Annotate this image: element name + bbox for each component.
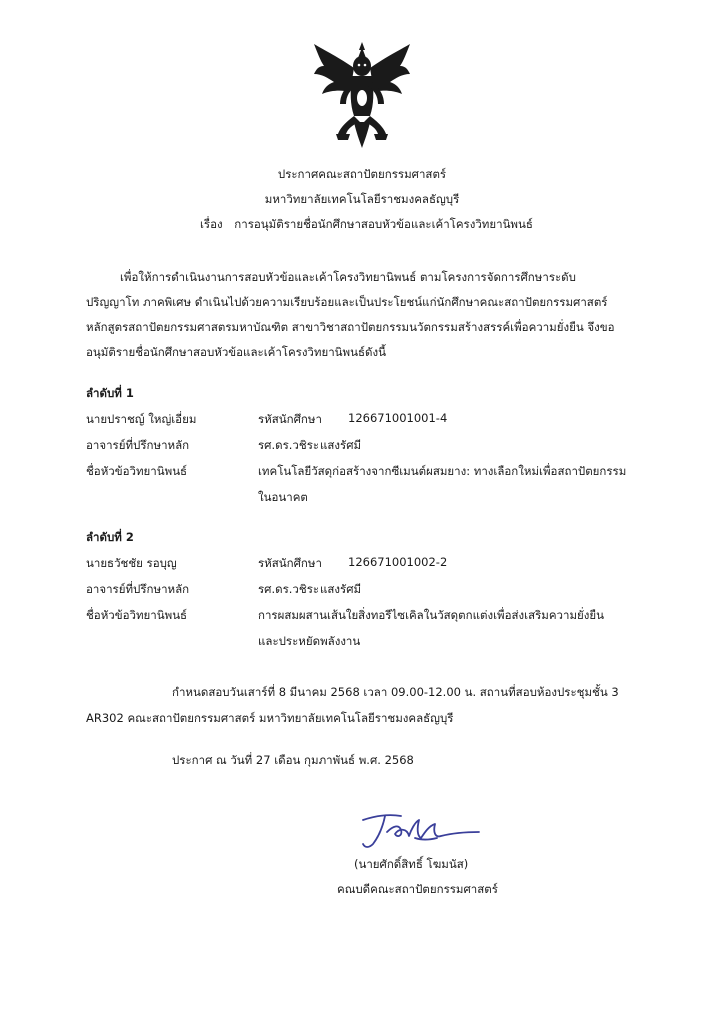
university-name: มหาวิทยาลัยเทคโนโลยีราชมงคลธัญบุรี xyxy=(264,192,460,206)
entry-1-thesis-title-line-2: ในอนาคต xyxy=(258,490,308,504)
entry-1-advisor-title: รศ.ดร.วชิระ xyxy=(258,438,320,452)
announcement-date: ประกาศ ณ วันที่ 27 เดือน กุมภาพันธ์ พ.ศ. 2568 xyxy=(172,753,414,767)
entry-1-advisor-label: อาจารย์ที่ปรึกษาหลัก xyxy=(86,438,190,452)
entry-2-thesis-label: ชื่อหัวข้อวิทยานิพนธ์ xyxy=(86,608,188,622)
entry-1-advisor-surname: แสงรัศมี xyxy=(320,438,362,452)
entry-2-thesis-title-line-2: และประหยัดพลังงาน xyxy=(258,634,361,648)
entry-1-heading: ลำดับที่ 1 xyxy=(86,386,134,400)
entry-1-student-name: นายปราชญ์ ใหญ่เอี่ยม xyxy=(86,412,197,426)
entry-1-thesis-title-line-1: เทคโนโลยีวัสดุก่อสร้างจากซีเมนต์ผสมยาง: ทางเลือกใหม่เพื่อสถาปัตยกรรม xyxy=(258,464,627,478)
entry-2-thesis-title-line-1: การผสมผสานเส้นใยสิ่งทอรีไซเคิลในวัสดุตกแต่งเพื่อส่งเสริมความยั่งยืน xyxy=(258,608,604,622)
garuda-emblem-icon xyxy=(310,38,414,150)
intro-line-2: ปริญญาโท ภาคพิเศษ ดำเนินไปด้วยความเรียบร้อยและเป็นประโยชน์แก่นักศึกษาคณะสถาปัตยกรรมศาสตร์ xyxy=(86,295,608,309)
entry-2-heading: ลำดับที่ 2 xyxy=(86,530,134,544)
intro-line-3: หลักสูตรสถาปัตยกรรมศาสตรมหาบัณฑิต สาขาวิชาสถาปัตยกรรมนวัตกรรมสร้างสรรค์เพื่อความยั่งยืน จึงขอ xyxy=(86,320,615,334)
entry-1-student-id-label: รหัสนักศึกษา xyxy=(258,412,322,426)
entry-2-advisor-surname: แสงรัศมี xyxy=(320,582,362,596)
entry-2-student-name: นายธวัชชัย รอบุญ xyxy=(86,556,177,570)
exam-schedule-line-2: AR302 คณะสถาปัตยกรรมศาสตร์ มหาวิทยาลัยเทคโนโลยีราชมงคลธัญบุรี xyxy=(86,711,454,725)
document-heading: ประกาศคณะสถาปัตยกรรมศาสตร์ xyxy=(277,167,447,181)
subject-line xyxy=(200,216,533,234)
exam-schedule-line-1: กำหนดสอบวันเสาร์ที่ 8 มีนาคม 2568 เวลา 09.00-12.00 น. สถานที่สอบห้องประชุมชั้น 3 xyxy=(172,685,619,699)
intro-line-1: เพื่อให้การดำเนินงานการสอบหัวข้อและเค้าโครงวิทยานิพนธ์ ตามโครงการจัดการศึกษาระดับ xyxy=(120,270,576,284)
signatory-position: คณบดีคณะสถาปัตยกรรมศาสตร์ xyxy=(337,882,498,896)
signatory-name: (นายศักดิ์สิทธิ์ โฆมนัส) xyxy=(354,857,469,871)
subject-label: เรื่อง xyxy=(200,217,223,231)
entry-2-student-id: 126671001002-2 xyxy=(348,555,448,569)
entry-2-advisor-title: รศ.ดร.วชิระ xyxy=(258,582,320,596)
subject-text: การอนุมัติรายชื่อนักศึกษาสอบหัวข้อและเค้าโครงวิทยานิพนธ์ xyxy=(234,217,533,231)
entry-2-student-id-label: รหัสนักศึกษา xyxy=(258,556,322,570)
entry-2-advisor-label: อาจารย์ที่ปรึกษาหลัก xyxy=(86,582,190,596)
handwritten-signature-icon xyxy=(355,808,485,852)
entry-1-student-id: 126671001001-4 xyxy=(348,411,448,425)
entry-1-thesis-label: ชื่อหัวข้อวิทยานิพนธ์ xyxy=(86,464,188,478)
intro-line-4: อนุมัติรายชื่อนักศึกษาสอบหัวข้อและเค้าโครงวิทยานิพนธ์ดังนี้ xyxy=(86,345,386,359)
